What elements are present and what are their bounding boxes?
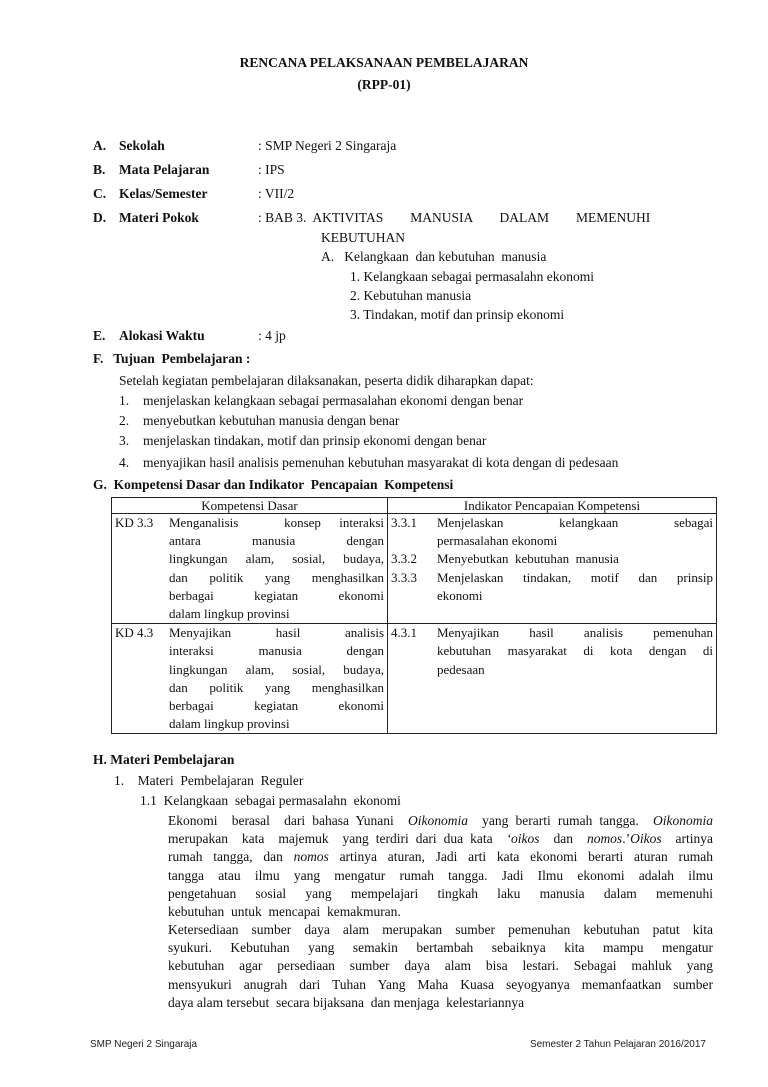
footer-right: Semester 2 Tahun Pelajaran 2016/2017 bbox=[529, 1039, 706, 1050]
indikator-code: 3.3.1 bbox=[391, 515, 417, 530]
kd-text-line: Menganalisis konsep interaksi bbox=[169, 515, 384, 530]
kd-text-line: Menyajikan hasil analisis bbox=[169, 625, 384, 641]
tujuan-num: 3. bbox=[119, 433, 130, 448]
indikator-text-line: pedesaan bbox=[437, 661, 485, 677]
materi-paragraph-1 bbox=[168, 812, 713, 921]
materi-heading: H. Materi Pembelajaran bbox=[93, 752, 235, 767]
materi-item: 1. Kelangkaan sebagai permasalahn ekonomi bbox=[350, 269, 595, 284]
identity-letter-d: D. bbox=[93, 210, 107, 225]
paragraph-line: rumah tangga, dan nomos artinya aturan, Jadi arti kata ekonomi berarti aturan rumah bbox=[168, 849, 713, 865]
identity-letter-b: B. bbox=[93, 162, 106, 177]
kompetensi-heading: G. Kompetensi Dasar dan Indikator Pencapaian Kompetensi bbox=[93, 477, 454, 492]
identity-value-mapel: : IPS bbox=[258, 162, 285, 177]
kompetensi-table bbox=[111, 497, 717, 734]
identity-label-sekolah: Sekolah bbox=[119, 138, 165, 153]
materi-sub11: 1.1 Kelangkaan sebagai permasalahn ekonomi bbox=[140, 793, 401, 808]
identity-value-alokasi: : 4 jp bbox=[258, 328, 286, 343]
paragraph-line: mensyukuri anugrah dari Tuhan Yang Maha Kuasa seyogyanya memanfaatkan sumber bbox=[168, 976, 713, 992]
indikator-code: 4.3.1 bbox=[391, 625, 417, 641]
kd-code: KD 3.3 bbox=[115, 515, 154, 530]
tujuan-intro: Setelah kegiatan pembelajaran dilaksanakan, peserta didik diharapkan dapat: bbox=[119, 373, 534, 388]
kd-text-line: berbagai kegiatan ekonomi bbox=[169, 587, 384, 603]
tujuan-num: 2. bbox=[119, 413, 130, 428]
paragraph-line: tangga atau ilmu yang mengatur rumah tangga. Jadi Ilmu ekonomi adalah ilmu bbox=[168, 867, 713, 883]
identity-value-sekolah: : SMP Negeri 2 Singaraja bbox=[258, 138, 397, 153]
paragraph-line: merupakan kata majemuk yang terdiri dari dua kata ‘oikos dan nomos.’Oikos artinya bbox=[168, 831, 714, 847]
kd-text-line: dan politik yang menghasilkan bbox=[169, 679, 384, 695]
kd-code: KD 4.3 bbox=[115, 625, 154, 641]
indikator-text-line: Menjelaskan tindakan, motif dan prinsip bbox=[437, 569, 713, 585]
tujuan-item: menyebutkan kebutuhan manusia dengan benar bbox=[143, 413, 400, 428]
paragraph-line: daya alam tersebut secara bijaksana dan menjaga kelestariannya bbox=[168, 994, 525, 1010]
indikator-text-line: Menjelaskan kelangkaan sebagai bbox=[437, 515, 713, 530]
indikator-text-line: ekonomi bbox=[437, 587, 483, 603]
identity-label-kelas: Kelas/Semester bbox=[119, 186, 208, 201]
table-row bbox=[112, 624, 717, 734]
tujuan-item: menjelaskan tindakan, motif dan prinsip ekonomi dengan benar bbox=[143, 433, 487, 448]
tujuan-item: menyajikan hasil analisis pemenuhan kebutuhan masyarakat di kota dengan di pedesaan bbox=[143, 455, 619, 470]
kd-text-line: dan politik yang menghasilkan bbox=[169, 569, 384, 585]
paragraph-line: Ketersediaan sumber daya alam merupakan sumber pemenuhan kebutuhan patut kita bbox=[168, 922, 713, 937]
materi-paragraph-2 bbox=[168, 921, 713, 1012]
kd-text-line: antara manusia dengan bbox=[169, 533, 384, 549]
kd-text-line: lingkungan alam, sosial, budaya, bbox=[169, 551, 384, 567]
materi-item: 2. Kebutuhan manusia bbox=[350, 288, 472, 303]
identity-letter-c: C. bbox=[93, 186, 107, 201]
paragraph-line: Ekonomi berasal dari bahasa Yunani Oikonomia yang berarti rumah tangga. Oikonomia bbox=[168, 813, 713, 828]
materi-sub: A. Kelangkaan dan kebutuhan manusia bbox=[321, 249, 547, 264]
identity-label-mapel: Mata Pelajaran bbox=[119, 162, 210, 177]
indikator-code: 3.3.2 bbox=[391, 551, 417, 567]
tujuan-item: menjelaskan kelangkaan sebagai permasalahan ekonomi dengan benar bbox=[143, 393, 524, 408]
kd-text-line: dalam lingkup provinsi bbox=[169, 716, 290, 732]
kd-text-line: lingkungan alam, sosial, budaya, bbox=[169, 661, 384, 677]
tujuan-num: 1. bbox=[119, 393, 130, 408]
paragraph-line: pengetahuan sosial yang mempelajari tingkah laku manusia dalam memenuhi bbox=[168, 885, 713, 901]
paragraph-line: kebutuhan agar persediaan sumber daya alam bisa lestari. Sebagai mahluk yang bbox=[168, 958, 713, 974]
page-subtitle: (RPP-01) bbox=[357, 77, 411, 92]
indikator-text-line: Menyebutkan kebutuhan manusia bbox=[437, 551, 619, 567]
identity-label-materi: Materi Pokok bbox=[119, 210, 199, 225]
identity-letter-a: A. bbox=[93, 138, 107, 153]
paragraph-line: kebutuhan untuk mencapai kemakmuran. bbox=[168, 904, 401, 920]
tujuan-heading: F. Tujuan Pembelajaran : bbox=[93, 351, 251, 366]
materi-sub1: 1. Materi Pembelajaran Reguler bbox=[114, 773, 304, 788]
paragraph-line: syukuri. Kebutuhan yang semakin bertambah sebaiknya kita mampu mengatur bbox=[168, 940, 713, 956]
identity-value-kelas: : VII/2 bbox=[258, 186, 295, 201]
indikator-text-line: permasalahan ekonomi bbox=[437, 533, 558, 549]
identity-value-materi: : BAB 3. AKTIVITAS MANUSIA DALAM MEMENUHI bbox=[258, 210, 651, 225]
indikator-text-line: kebutuhan masyarakat di kota dengan di bbox=[437, 643, 713, 659]
footer-left: SMP Negeri 2 Singaraja bbox=[90, 1039, 198, 1050]
table-row bbox=[112, 514, 717, 624]
kd-text-line: berbagai kegiatan ekonomi bbox=[169, 698, 384, 714]
indikator-column-header: Indikator Pencapaian Kompetensi bbox=[388, 498, 717, 514]
materi-continuation: KEBUTUHAN bbox=[321, 230, 405, 245]
kd-text-line: interaksi manusia dengan bbox=[169, 643, 384, 659]
indikator-text-line: Menyajikan hasil analisis pemenuhan bbox=[437, 625, 713, 641]
kd-column-header: Kompetensi Dasar bbox=[112, 498, 388, 514]
indikator-code: 3.3.3 bbox=[391, 569, 417, 585]
materi-item: 3. Tindakan, motif dan prinsip ekonomi bbox=[350, 307, 565, 322]
page-title: RENCANA PELAKSANAAN PEMBELAJARAN bbox=[239, 55, 529, 70]
tujuan-num: 4. bbox=[119, 455, 130, 470]
identity-letter-e: E. bbox=[93, 328, 106, 343]
identity-label-alokasi: Alokasi Waktu bbox=[119, 328, 205, 343]
kd-text-line: dalam lingkup provinsi bbox=[169, 606, 290, 622]
